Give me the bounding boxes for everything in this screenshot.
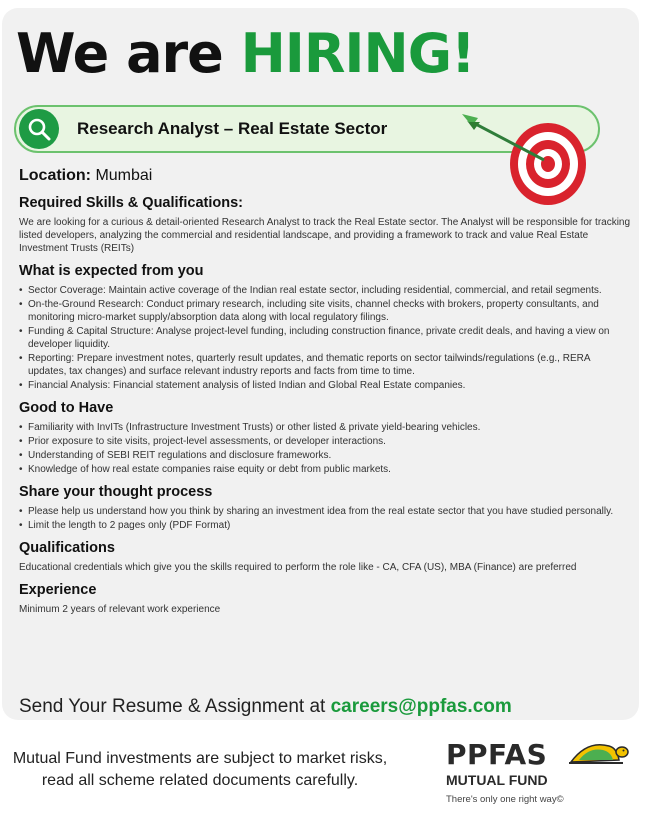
brand-logo xyxy=(446,738,646,810)
good-to-have-heading: Good to Have xyxy=(19,400,114,416)
list-item: • Limit the length to 2 pages only (PDF Format) xyxy=(19,519,631,532)
experience-text: Minimum 2 years of relevant work experience xyxy=(19,604,221,615)
list-item: • Please help us understand how you think by sharing an investment idea from the real estate sector that you have studied personally. xyxy=(19,505,631,518)
experience-heading: Experience xyxy=(19,582,97,598)
list-item: • Financial Analysis: Financial statement analysis of listed Indian and Global Real Estate companies. xyxy=(19,379,631,392)
list-item: • Prior exposure to site visits, project-level assessments, or developer interactions. xyxy=(19,435,631,448)
turtle-logo xyxy=(565,738,629,772)
qualifications-heading: Qualifications xyxy=(19,540,115,556)
list-item: • Reporting: Prepare investment notes, quarterly result updates, and thematic reports on sector tailwinds/regulations (e.g., RERA updates, tax changes) and surface relevant industry reports and facts from time to time. xyxy=(19,352,631,378)
list-item: • On-the-Ground Research: Conduct primary research, including site visits, channel checks with brokers, property consultants, and monitoring micro-market supply/absorption data along with local regulatory filings. xyxy=(19,298,631,324)
thought-heading: Share your thought process xyxy=(19,484,213,500)
qualifications-text: Educational credentials which give you the skills required to perform the role like - CA, CFA (US), MBA (Finance) are preferred xyxy=(19,562,577,573)
content xyxy=(19,166,631,623)
good-to-have-list xyxy=(19,421,631,476)
headline xyxy=(16,24,475,84)
brand-subtitle: MUTUAL FUND xyxy=(446,772,548,788)
location-value: Mumbai xyxy=(95,167,153,184)
list-item: • Funding & Capital Structure: Analyse project-level funding, including construction finance, private credit deals, and having a view on developer liquidity. xyxy=(19,325,631,351)
brand-name: PPFAS xyxy=(446,738,548,771)
disclaimer-line-2: read all scheme related documents carefully. xyxy=(41,772,359,789)
resume-cta xyxy=(19,696,512,718)
list-item: • Sector Coverage: Maintain active coverage of the Indian real estate sector, including residential, commercial, and retail segments. xyxy=(19,284,631,297)
required-heading: Required Skills & Qualifications: xyxy=(19,195,243,211)
expected-list xyxy=(19,284,631,392)
role-title: Research Analyst – Real Estate Sector xyxy=(77,119,388,138)
required-text: We are looking for a curious & detail-oriented Research Analyst to track the Real Estate sector. The Analyst will be responsible for tracking listed developers, analyzing the commercial and residential landscape, and providing a framework to track and value Real Estate Investment Trusts (REITs) xyxy=(19,217,631,254)
headline-prefix: We are xyxy=(16,22,241,85)
disclaimer xyxy=(0,748,400,792)
headline-highlight: HIRING! xyxy=(240,22,475,85)
expected-heading: What is expected from you xyxy=(19,263,204,279)
location xyxy=(19,166,631,186)
careers-email-link[interactable]: careers@ppfas.com xyxy=(330,696,512,717)
brand-tagline: There's only one right way© xyxy=(446,794,564,805)
list-item: • Understanding of SEBI REIT regulations and disclosure frameworks. xyxy=(19,449,631,462)
location-label: Location: xyxy=(19,167,91,184)
thought-list xyxy=(19,505,631,532)
resume-prefix: Send Your Resume & Assignment at xyxy=(19,696,331,717)
list-item: • Knowledge of how real estate companies raise equity or debt from public markets. xyxy=(19,463,631,476)
disclaimer-line-1: Mutual Fund investments are subject to market risks, xyxy=(12,750,388,767)
poster-card xyxy=(2,8,639,720)
list-item: • Familiarity with InvITs (Infrastructure Investment Trusts) or other listed & private yield-bearing vehicles. xyxy=(19,421,631,434)
magnifier-icon xyxy=(19,109,59,149)
